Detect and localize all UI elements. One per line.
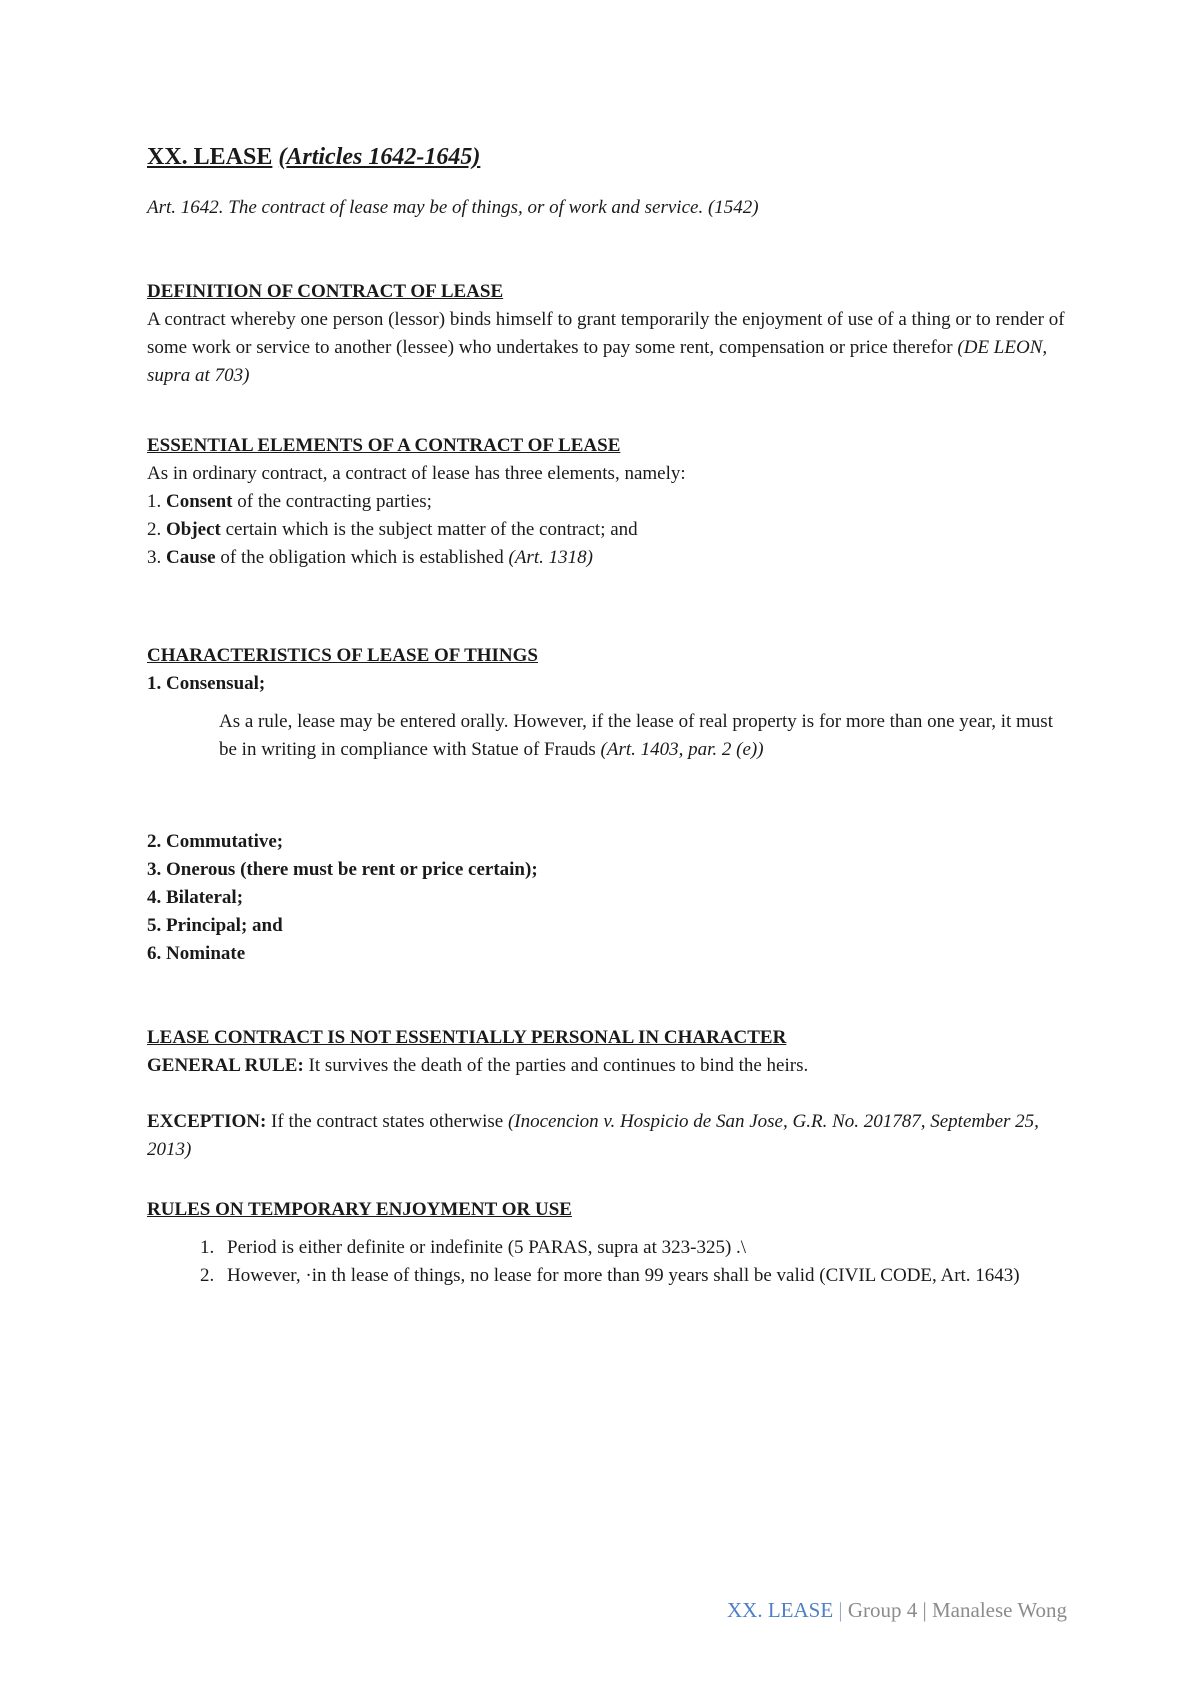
general-rule: GENERAL RULE: It survives the death of the parties and continues to bind the heirs.: [147, 1055, 809, 1076]
article-text: Art. 1642. The contract of lease may be of things, or of work and service. (1542): [147, 197, 759, 218]
characteristic-item: 2. Commutative;: [147, 831, 284, 852]
page-footer: [727, 1596, 1067, 1624]
definition-heading: DEFINITION OF CONTRACT OF LEASE: [147, 281, 504, 302]
rules-list: [147, 1234, 1067, 1290]
list-item: 2. However, ·in th lease of things, no lease for more than 99 years shall be valid (CIVIL CODE, Art. 1643): [219, 1262, 1067, 1290]
characteristics-section: [147, 642, 1067, 968]
characteristic-item: 3. Onerous (there must be rent or price certain);: [147, 859, 538, 880]
exception: EXCEPTION: If the contract states otherwise (Inocencion v. Hospicio de San Jose, G.R. No. 201787, September 25, 2013): [147, 1111, 1039, 1160]
list-item: 1. Period is either definite or indefinite (5 PARAS, supra at 323-325) .\: [219, 1234, 1067, 1262]
characteristic-item: 6. Nominate: [147, 943, 246, 964]
elements-heading: ESSENTIAL ELEMENTS OF A CONTRACT OF LEASE: [147, 435, 621, 456]
element-item: 1. Consent of the contracting parties;: [147, 491, 432, 512]
definition-text: A contract whereby one person (lessor) binds himself to grant temporarily the enjoyment of use of a thing or to render of some work or service to another (lessee) who undertakes to pay some rent, compensation or price therefor (DE LEON, supra at 703): [147, 309, 1065, 386]
document-page: [147, 140, 1067, 1290]
element-item: 3. Cause of the obligation which is established (Art. 1318): [147, 547, 593, 568]
title-main: XX. LEASE: [147, 144, 273, 170]
footer-group: Group 4 | Manalese Wong: [847, 1598, 1067, 1622]
page-title: [147, 140, 1067, 174]
element-item: 2. Object certain which is the subject matter of the contract; and: [147, 519, 638, 540]
elements-section: [147, 432, 1067, 572]
characteristic-item: 4. Bilateral;: [147, 887, 244, 908]
footer-separator: |: [833, 1598, 848, 1622]
footer-title: XX. LEASE: [727, 1598, 834, 1622]
rules-section: [147, 1196, 1067, 1290]
rules-heading: RULES ON TEMPORARY ENJOYMENT OR USE: [147, 1199, 572, 1220]
consensual-note: As a rule, lease may be entered orally. However, if the lease of real property is for more than one year, it must be in writing in compliance with Statue of Frauds (Art. 1403, par. 2 (e)): [219, 711, 1053, 760]
title-articles: (Articles 1642-1645): [278, 144, 481, 170]
characteristic-item: 1. Consensual;: [147, 673, 266, 694]
characteristics-list: [147, 828, 1067, 968]
elements-intro: As in ordinary contract, a contract of lease has three elements, namely:: [147, 463, 686, 484]
characteristic-item: 5. Principal; and: [147, 915, 283, 936]
definition-section: [147, 278, 1067, 390]
characteristics-heading: CHARACTERISTICS OF LEASE OF THINGS: [147, 645, 539, 666]
personal-section: [147, 1024, 1067, 1164]
personal-heading: LEASE CONTRACT IS NOT ESSENTIALLY PERSONAL IN CHARACTER: [147, 1027, 787, 1048]
